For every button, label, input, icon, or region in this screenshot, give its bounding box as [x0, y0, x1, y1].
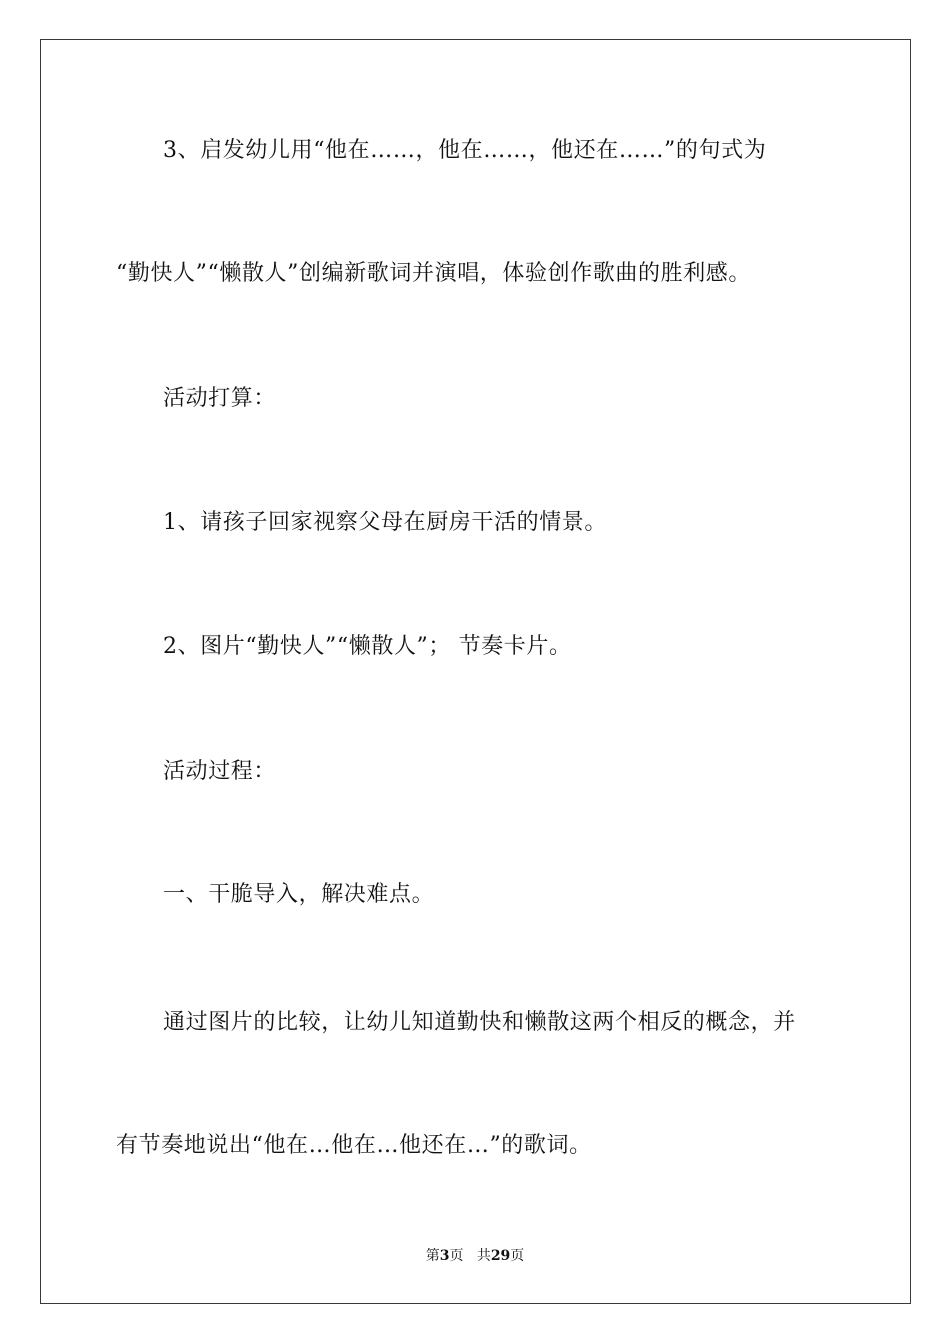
paragraph-line: 有节奏地说出“他在…他在…他还在…”的歌词。	[116, 1133, 592, 1158]
paragraph-line: 1、请孩子回家视察父母在厨房干活的情景。	[163, 510, 607, 535]
section-heading: 活动过程：	[163, 759, 277, 784]
footer-total-pages: 29	[490, 1248, 511, 1264]
footer-page-suffix: 页	[449, 1248, 464, 1264]
page-border	[40, 39, 911, 1304]
paragraph-line: 3、启发幼儿用“他在……，他在……，他还在……”的句式为	[163, 138, 767, 163]
footer-total-prefix: 共	[476, 1248, 491, 1264]
sub-heading: 一、干脆导入，解决难点。	[163, 882, 435, 907]
footer-total-suffix: 页	[510, 1248, 525, 1264]
paragraph-line: 2、图片“勤快人”“懒散人”； 节奏卡片。	[163, 634, 572, 659]
footer-page-number: 3	[439, 1248, 450, 1264]
page-footer	[0, 1247, 950, 1265]
footer-page-prefix: 第	[425, 1248, 440, 1264]
section-heading: 活动打算：	[163, 386, 277, 411]
paragraph-line: “勤快人”“懒散人”创编新歌词并演唱，体验创作歌曲的胜利感。	[116, 261, 751, 286]
paragraph-line: 通过图片的比较，让幼儿知道勤快和懒散这两个相反的概念，并	[163, 1010, 796, 1035]
